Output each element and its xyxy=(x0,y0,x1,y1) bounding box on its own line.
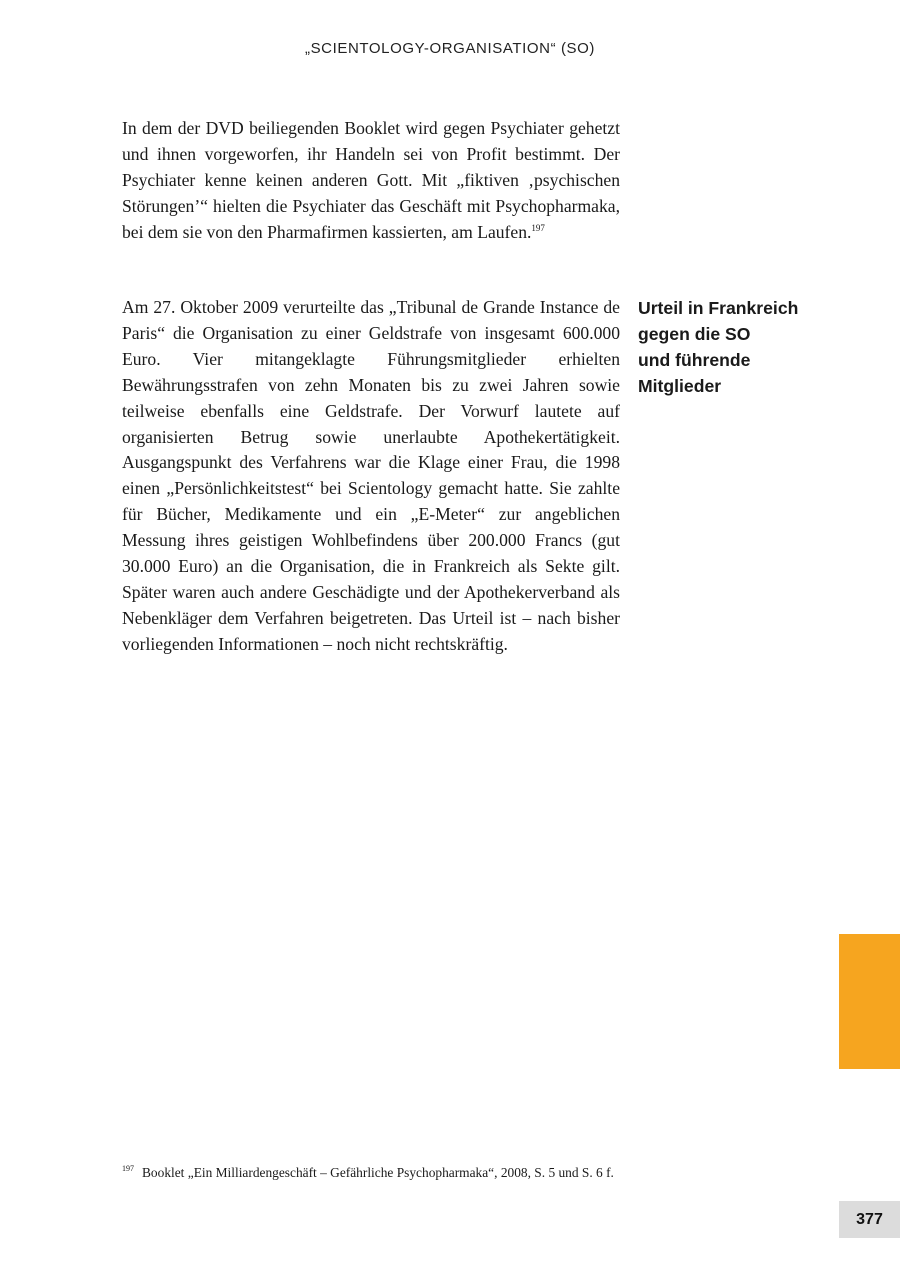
chapter-thumb-tab xyxy=(839,934,900,1069)
body-paragraph xyxy=(122,116,620,246)
footnote-reference[interactable]: 197 xyxy=(531,222,545,233)
margin-heading-line: Mitglieder xyxy=(638,376,722,396)
page-number: 377 xyxy=(839,1201,900,1238)
body-paragraph xyxy=(122,295,620,658)
paragraph-text: Am 27. Oktober 2009 verurteilte das „Tribunal de Grande Instance de Paris“ die Organisation zu einer Geldstrafe von insgesamt 600.000 Euro. Vier mitangeklagte Führungsmitglieder erhielten Bewährungsstrafen von zehn Monaten bis zu zwei Jahren sowie teilweise ebenfalls eine Geldstrafe. Der Vorwurf lautete auf organisierten Betrug sowie unerlaubte Apothekertätigkeit. Ausgangspunkt des Verfahrens war die Klage einer Frau, die 1998 einen „Persönlichkeitstest“ bei Scientology gemacht hatte. Sie zahlte für Bücher, Medikamente und ein „E-Meter“ zur angeblichen Messung ihres geistigen Wohlbefindens über 200.000 Francs (gut 30.000 Euro) an die Organisation, die in Frankreich als Sekte gilt. Später waren auch andere Geschädigte und der Apothekerverband als Nebenkläger dem Verfahren beigetreten. Das Urteil ist – nach bisher vorliegenden Informationen – noch nicht rechtskräftig. xyxy=(122,297,620,654)
running-header: „SCIENTOLOGY-ORGANISATION“ (SO) xyxy=(304,40,596,57)
margin-heading-line: und führende xyxy=(638,350,751,370)
footnote-number: 197 xyxy=(122,1164,134,1173)
margin-heading-line: Urteil in Frankreich xyxy=(638,298,799,318)
footnote-text: Booklet „Ein Milliardengeschäft – Gefährliche Psychopharmaka“, 2008, S. 5 und S. 6 f. xyxy=(142,1165,614,1180)
paragraph-text: In dem der DVD beiliegenden Booklet wird gegen Psychiater gehetzt und ihnen vorgeworfen, ihr Handeln sei von Profit bestimmt. Der Psychiater kenne keinen anderen Gott. Mit „fiktiven ‚psychischen Störungen’“ hielten die Psychiater das Geschäft mit Psychopharmaka, bei dem sie von den Pharmafirmen kassierten, am Laufen. xyxy=(122,118,620,242)
margin-heading-line: gegen die SO xyxy=(638,324,751,344)
margin-heading xyxy=(638,295,838,399)
footnote xyxy=(122,1163,622,1183)
